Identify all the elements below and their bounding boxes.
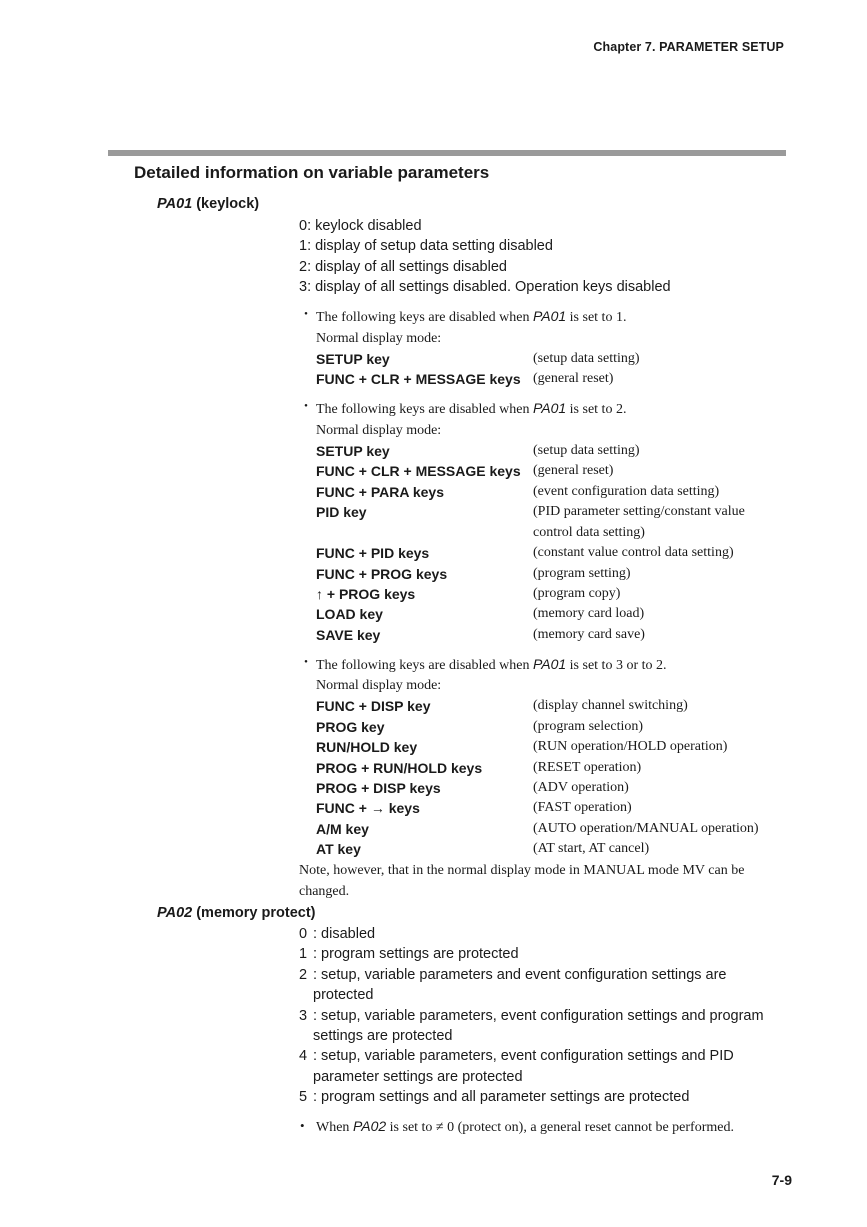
key-row: [299, 819, 779, 839]
pa02-option: [299, 924, 779, 944]
pa02-reset-note: [299, 1116, 779, 1138]
key-name: FUNC + → keys: [316, 800, 420, 817]
key-name: SAVE key: [316, 626, 381, 643]
option-text: : disabled: [313, 926, 376, 942]
bullet-marker: ・: [299, 400, 313, 416]
pa02-label: (memory protect): [192, 905, 316, 921]
pa01-option: 1: display of setup data setting disabled: [299, 238, 553, 255]
option-text: : setup, variable parameters, event configuration settings and PID parameter settings are protected: [313, 1048, 734, 1085]
key-name: PROG + RUN/HOLD keys: [316, 759, 483, 776]
key-row: [299, 625, 779, 645]
option-number: 2: [299, 966, 308, 983]
key-description: (program selection): [533, 718, 644, 734]
key-name: A/M key: [316, 820, 369, 837]
disabled-keys-intro: [299, 306, 779, 328]
intro-text: The following keys are disabled when: [316, 657, 533, 673]
key-description: (program setting): [533, 565, 631, 581]
key-row: [299, 758, 779, 778]
note-text: When: [316, 1120, 353, 1136]
key-row: [299, 839, 779, 859]
pa01-name: PA01: [157, 196, 193, 212]
key-row: [299, 584, 779, 604]
pa01-heading: [157, 196, 259, 212]
key-name: FUNC + PARA keys: [316, 483, 444, 500]
pa02-option: [299, 1046, 779, 1087]
key-row: [299, 717, 779, 737]
key-description: (PID parameter setting/constant value control data setting): [533, 504, 745, 540]
pa02-option: [299, 944, 779, 964]
option-number: 1: [299, 946, 308, 963]
param-ref: PA02: [352, 1118, 387, 1135]
param-ref: PA01: [532, 308, 567, 325]
key-row: [299, 798, 779, 818]
pa02-heading: [157, 905, 315, 921]
chapter-header: Chapter 7. PARAMETER SETUP: [593, 40, 784, 54]
bullet-marker: ・: [299, 655, 313, 671]
key-description: (AUTO operation/MANUAL operation): [533, 820, 759, 836]
key-row: [299, 737, 779, 757]
pa02-body: [299, 924, 779, 1139]
key-description: (memory card load): [533, 606, 645, 622]
option-number: 3: [299, 1007, 308, 1024]
key-name: RUN/HOLD key: [316, 739, 418, 756]
pa01-option: 2: display of all settings disabled: [299, 258, 507, 275]
pa02-name: PA02: [157, 905, 193, 921]
key-name: FUNC + PID keys: [316, 545, 430, 562]
bullet-marker: •: [300, 1118, 305, 1134]
pa02-option: [299, 965, 779, 1006]
pa02-option: [299, 1087, 779, 1107]
disabled-keys-intro: [299, 654, 779, 676]
key-row: [299, 778, 779, 798]
display-mode-label: Normal display mode:: [316, 678, 442, 694]
key-name: LOAD key: [316, 606, 383, 623]
pa01-note: Note, however, that in the normal display mode in MANUAL mode MV can be changed.: [299, 862, 745, 899]
key-name: FUNC + PROG keys: [316, 565, 448, 582]
param-ref: PA01: [532, 400, 567, 417]
key-description: (ADV operation): [533, 780, 629, 796]
key-description: (memory card save): [533, 626, 645, 642]
intro-text: The following keys are disabled when: [316, 310, 533, 326]
pa01-label: (keylock): [192, 196, 260, 212]
key-row: [299, 461, 779, 481]
key-description: (event configuration data setting): [533, 483, 720, 499]
note-text: is set to ≠ 0 (protect on), a general reset cannot be performed.: [386, 1120, 734, 1136]
key-row: [299, 441, 779, 461]
key-description: (general reset): [533, 371, 614, 387]
key-name: ↑ + PROG keys: [316, 585, 416, 602]
display-mode-label: Normal display mode:: [316, 330, 442, 346]
bullet-marker: ・: [299, 308, 313, 324]
option-text: : setup, variable parameters and event configuration settings are protected: [313, 966, 727, 1004]
intro-text: is set to 2.: [566, 402, 627, 418]
key-name: SETUP key: [316, 350, 390, 367]
key-row: [299, 349, 779, 369]
key-row: [299, 564, 779, 584]
intro-text: The following keys are disabled when: [316, 402, 533, 418]
option-text: : program settings and all parameter settings are protected: [313, 1089, 690, 1106]
intro-text: is set to 3 or to 2.: [566, 657, 667, 673]
option-number: 5: [299, 1089, 308, 1106]
key-description: (RESET operation): [533, 759, 642, 775]
pa01-option: 3: display of all settings disabled. Operation keys disabled: [299, 279, 671, 296]
key-row: [299, 482, 779, 502]
key-description: (setup data setting): [533, 350, 640, 366]
key-name: PROG + DISP keys: [316, 780, 441, 797]
key-name: FUNC + CLR + MESSAGE keys: [316, 463, 521, 480]
key-row: [299, 604, 779, 624]
pa01-body: [299, 216, 779, 902]
key-row: [299, 696, 779, 716]
pa02-option: [299, 1006, 779, 1047]
key-name: PID key: [316, 504, 367, 521]
key-row: [299, 369, 779, 389]
key-description: (setup data setting): [533, 443, 640, 459]
key-description: (FAST operation): [533, 800, 632, 816]
key-description: (general reset): [533, 463, 614, 479]
key-description: (program copy): [533, 585, 621, 601]
key-name: AT key: [316, 841, 361, 858]
key-description: (RUN operation/HOLD operation): [533, 739, 728, 755]
option-text: : program settings are protected: [313, 946, 519, 963]
page-number: 7-9: [771, 1172, 792, 1188]
section-title: Detailed information on variable parameters: [134, 163, 490, 182]
pa01-option: 0: keylock disabled: [299, 218, 422, 234]
intro-text: is set to 1.: [566, 310, 627, 326]
option-number: 4: [299, 1048, 308, 1065]
key-name: PROG key: [316, 718, 385, 735]
disabled-keys-intro: [299, 398, 779, 420]
display-mode-label: Normal display mode:: [316, 422, 442, 438]
option-number: 0: [299, 926, 308, 942]
key-row: [299, 543, 779, 563]
key-name: FUNC + DISP key: [316, 698, 431, 715]
section-divider: [108, 150, 786, 156]
param-ref: PA01: [532, 655, 567, 672]
option-text: : setup, variable parameters, event configuration settings and program settings are protected: [313, 1007, 764, 1045]
key-description: (constant value control data setting): [533, 545, 734, 561]
key-name: FUNC + CLR + MESSAGE keys: [316, 371, 521, 388]
key-row: [299, 502, 779, 543]
key-name: SETUP key: [316, 443, 390, 460]
key-description: (display channel switching): [533, 698, 688, 714]
key-description: (AT start, AT cancel): [533, 841, 650, 857]
